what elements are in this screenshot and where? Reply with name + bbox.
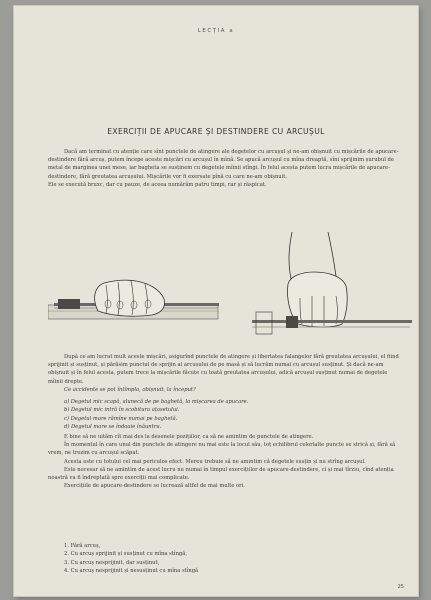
exercise-list xyxy=(48,542,402,575)
accident-item: d) Degetul mare se îndoaie înăuntru. xyxy=(64,423,162,430)
intro-paragraph: Dacă am terminat cu atenție care sînt punctele de atingere ale degetelor cu arcușul și ne-am obișnuit cu mișcările de apucare-destindere fără arcuș, putem începe aceste mișcări cu arcușul în mînă. Se apucă arcușul cu mîna dreaptă, sîni sprijinim șurubul de metal de marginea unei mese, iar bagheta se susținem cu degetele mîinii stîngi. În felul acesta putem lucra mișcările de apucare-destindere, fără greutatea arcușului. Mișcările vor fi exersate pînă cu care ne-am obișnuit. xyxy=(48,149,399,180)
intro-text xyxy=(48,148,402,189)
exercise-item: 3. Cu arcuș nesprijinit, dar susținut, xyxy=(64,559,160,566)
body-paragraph: Acesta este cu totului cel mai periculos efect. Mereu trebuie să ne amintim că degetele susțin și nu strîng arcușul. xyxy=(64,458,366,465)
accident-item: a) Degetul mic scapă, alunecă de pe baghetă, la mișcarea de apucare. xyxy=(64,399,249,405)
body-paragraph: E bine să ne uităm cît mai des la desenele pozițiilor, ca să ne amintim de punctele de atingere. xyxy=(64,434,314,440)
question-line: Ce accidente se pot întîmpla, obișnuit, la început? xyxy=(64,386,196,393)
page-number: 25 xyxy=(397,584,404,590)
section-header: LECȚIA a xyxy=(197,28,235,34)
page-title: EXERCIȚII DE APUCARE ȘI DESTINDERE CU ARCUȘUL xyxy=(107,127,325,136)
body-paragraph: Exercițiile de apucare-destindere se lucrează altfel de mai multe ori. xyxy=(64,483,245,490)
hand-grip-illustration xyxy=(48,259,223,344)
exercise-item: 4. Cu arcuș nesprijinit și nesusținut cu mîna stîngă xyxy=(64,567,199,574)
accident-list xyxy=(48,398,402,431)
accident-item: b) Degetul mic intră în scobitura ațasetului. xyxy=(64,407,180,414)
body-paragraph: După ce am lucrat mult aceste mișcări, asigurînd punctele de atingere și libertatea falangelor fără greutatea arcușului, el fiind sprijinit și susținut, și părăsim punctul de sprijin al arcușului de pe masă și să lucrăm numai cu arcușul susținut. Și dacă ne-am obișnuit și în felul acesta, putem trece la mișcările făcute cu toată greutatea arcușului, adică arcușul susținut numai de degetele mîinii drepte. xyxy=(48,354,399,385)
exercise-item: 2. Cu arcuș sprijinit și susținut cu mîna stîngă, xyxy=(64,551,187,558)
intro-paragraph: Ele se execută bruxc, dar cu pauze, de aceea numărăm patru timpi, rar și răspicat. xyxy=(48,181,267,188)
body-paragraph: În momentul în care unul din punctele de atingere nu mai este la locul său, toț echilibrul celorlalte puncte se strică și, fără să vrem, ne trezim cu arcușul scăpat. xyxy=(48,442,396,457)
body-paragraph: Este necesar să ne amintim de acest lucru nu numai în timpul exercițiilor de apucare-destindere, ci și mai tîrziu, cînd atenția noastră va fi îndreptată spre exerciții mai complicate. xyxy=(48,466,394,482)
hand-release-illustration xyxy=(252,232,412,347)
exercise-item: 1. Fără arcuș, xyxy=(64,543,101,549)
after-figures-text xyxy=(48,353,402,394)
accident-item: c) Degetul mare rămîne numai pe baghetă. xyxy=(64,415,178,422)
book-page xyxy=(14,6,418,596)
after-list-text xyxy=(48,433,402,490)
